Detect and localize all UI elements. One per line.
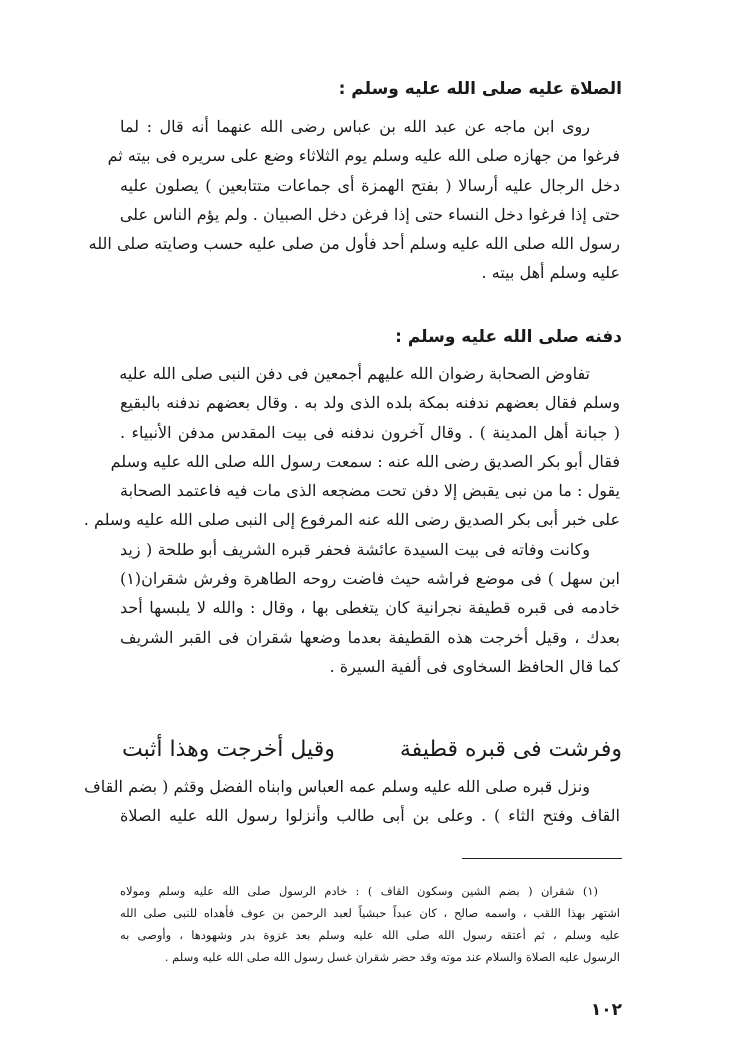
paragraph-burial <box>83 359 620 681</box>
text-line: روى ابن ماجه عن عبد الله بن عباس رضى الله عنهما أنه قال : لما <box>120 117 590 136</box>
text-line: دخل الرجال عليه أرسالا ( بفتح الهمزة أى جماعات متتابعين ) يصلون عليه <box>120 175 620 195</box>
text-line: القاف وفتح الثاء ) . وعلى بن أبى طالب وأنزلوا رسول الله عليه الصلاة <box>120 806 620 826</box>
section-heading-prayer: الصلاة عليه صلى الله عليه وسلم : <box>338 79 622 99</box>
footnote-line: اشتهر بهذا اللقب ، واسمه صالح ، كان عبداً حبشياً لعبد الرحمن بن عوف فأهداه للنبى صلى الله <box>120 906 620 920</box>
footnote-divider <box>462 858 622 859</box>
paragraph-prayer <box>88 112 620 288</box>
footnote-line: (١) شقران ( بضم الشين وسكون القاف ) : خادم الرسول صلى الله عليه وسلم ومولاه <box>120 884 598 898</box>
text-line: فقال أبو بكر الصديق رضى الله عنه : سمعت رسول الله صلى الله عليه وسلم <box>110 451 620 471</box>
text-line: على خبر أبى بكر الصديق رضى الله عنه المرفوع إلى النبى صلى الله عليه وسلم . <box>83 510 620 530</box>
text-line: وكانت وفاته فى بيت السيدة عائشة فحفر قبره الشريف أبو طلحة ( زيد <box>120 539 590 559</box>
footnote-line: عليه وسلم ، ثم أعتقه رسول الله صلى الله عليه وسلم بعد غزوة بدر وشهودها ، وأوصى به <box>120 928 620 942</box>
footnote <box>120 880 620 968</box>
text-line: كما قال الحافظ السخاوى فى ألفية السيرة . <box>329 656 620 676</box>
text-line: عليه وسلم أهل بيته . <box>481 263 620 283</box>
footnote-line: الرسول عليه الصلاة والسلام عند موته وقد حضر شقران غسل رسول الله صلى الله عليه وسلم . <box>164 950 620 964</box>
text-line: يقول : ما من نبى يقبض إلا دفن تحت مضجعه الذى مات فيه فاعتمد الصحابة <box>120 481 620 501</box>
text-line: ونزل قبره صلى الله عليه وسلم عمه العباس وابناه الفضل وقثم ( بضم القاف <box>84 777 590 796</box>
text-line: بعدك ، وقيل أخرجت هذه القطيفة بعدما وضعها شقران فى القبر الشريف <box>120 627 620 647</box>
text-line: خادمه فى قبره قطيفة نجرانية كان يتغطى بها ، وقال : والله لا يلبسها أحد <box>120 598 620 618</box>
text-line: وسلم فقال بعضهم ندفنه بمكة بلده الذى ولد به . وقال بعضهم ندفنه بالبقيع <box>120 393 620 413</box>
text-line: ( جبانة أهل المدينة ) . وقال آخرون ندفنه فى بيت المقدس مدفن الأنبياء . <box>120 422 620 442</box>
poem-verse <box>122 733 622 767</box>
text-line: رسول الله صلى الله عليه وسلم أحد فأول من صلى عليه حسب وصايته صلى الله <box>88 234 620 254</box>
text-line: تفاوض الصحابة رضوان الله عليهم أجمعين فى دفن النبى صلى الله عليه <box>119 364 590 383</box>
poem-first-hemistich: وفرشت فى قبره قطيفة <box>399 737 622 762</box>
poem-second-hemistich: وقيل أخرجت وهذا أثبت <box>122 737 335 762</box>
page-number: ١٠٢ <box>590 1000 622 1020</box>
text-line: ابن سهل ) فى موضع فراشه حيث فاضت روحه الطاهرة وفرش شقران(١) <box>120 569 620 589</box>
paragraph-closing <box>84 772 620 831</box>
text-line: حتى إذا فرغوا دخل النساء حتى إذا فرغن دخل الصبيان . ولم يؤم الناس على <box>119 204 620 224</box>
section-heading-burial: دفنه صلى الله عليه وسلم : <box>395 327 622 347</box>
text-line: فرغوا من جهازه صلى الله عليه وسلم يوم الثلاثاء وضع على سريره فى بيته ثم <box>107 146 620 166</box>
